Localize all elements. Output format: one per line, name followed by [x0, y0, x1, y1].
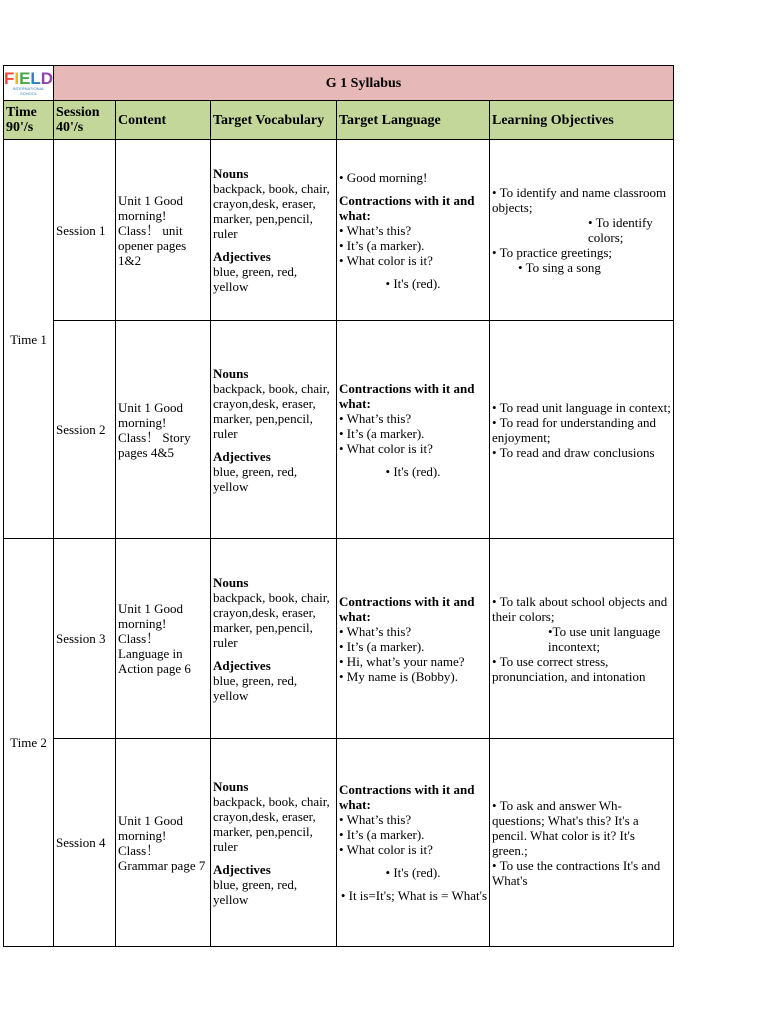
language-extra: • It's (red). — [385, 275, 441, 291]
col-header-session: Session 40'/s — [54, 101, 116, 140]
adjectives-label: Adjectives — [213, 657, 271, 673]
logo-subtext: INTERNATIONAL SCHOOL — [12, 85, 45, 96]
language-item: • What’s this? — [339, 623, 412, 639]
session-cell: Session 2 — [54, 321, 116, 539]
objectives-cell — [490, 739, 674, 947]
language-item: • What color is it? — [339, 440, 433, 456]
logo-letter: E — [19, 68, 31, 88]
col-header-time: Time 90'/s — [4, 101, 54, 140]
language-item: • What’s this? — [339, 812, 412, 827]
session-cell: Session 4 — [54, 739, 116, 947]
objective-item: •To use unit language incontext; — [548, 623, 661, 654]
table-row — [4, 539, 674, 739]
adjectives-label: Adjectives — [213, 861, 271, 877]
language-cell — [337, 739, 490, 947]
language-item: • What’s this? — [339, 222, 412, 238]
language-heading: Contractions with it and what: — [339, 380, 475, 411]
language-cell — [337, 321, 490, 539]
objective-item: • To ask and answer Wh-questions; What's this? It's a pencil. What color is it? It's green.; — [492, 797, 639, 858]
logo-letter: I — [14, 68, 20, 88]
content-cell: Unit 1 Good morning! Class！ Language in Action page 6 — [116, 539, 211, 739]
language-extra: • It's (red). — [385, 463, 441, 479]
objective-item: • To identify colors; — [588, 215, 653, 245]
syllabus-table — [3, 65, 674, 947]
nouns-label: Nouns — [213, 365, 249, 381]
content-cell: Unit 1 Good morning! Class！ Grammar page 7 — [116, 739, 211, 947]
language-item: • What color is it? — [339, 252, 433, 268]
school-logo — [4, 66, 53, 100]
language-item: • It’s (a marker). — [339, 638, 425, 654]
logo-wordmark — [3, 68, 54, 88]
adjectives-list: blue, green, red, yellow — [213, 876, 298, 907]
logo-cell — [4, 66, 54, 101]
nouns-label: Nouns — [213, 166, 249, 181]
objectives-cell — [490, 321, 674, 539]
content-cell: Unit 1 Good morning! Class！ unit opener pages 1&2 — [116, 140, 211, 321]
vocab-cell — [211, 739, 337, 947]
vocab-cell — [211, 539, 337, 739]
language-heading: Contractions with it and what: — [339, 192, 475, 223]
session-cell: Session 1 — [54, 140, 116, 321]
table-row — [4, 140, 674, 321]
objective-item: • To sing a song — [518, 260, 601, 275]
objectives-cell — [490, 539, 674, 739]
adjectives-label: Adjectives — [213, 249, 271, 264]
objective-item: • To read unit language in context; — [492, 399, 671, 415]
language-item: • It’s (a marker). — [339, 827, 425, 842]
logo-letter: F — [3, 68, 15, 88]
col-header-objectives: Learning Objectives — [490, 101, 674, 140]
language-extra: • It's (red). — [385, 865, 441, 880]
language-item: • It’s (a marker). — [339, 425, 425, 441]
adjectives-list: blue, green, red, yellow — [213, 672, 298, 703]
objectives-cell — [490, 140, 674, 321]
col-header-vocabulary: Target Vocabulary — [211, 101, 337, 140]
nouns-list: backpack, book, chair, crayon,desk, eraser, marker, pen,pencil, ruler — [213, 793, 330, 854]
objective-item: • To talk about school objects and their colors; — [492, 593, 668, 624]
logo-letter: L — [30, 68, 41, 88]
nouns-label: Nouns — [213, 778, 249, 794]
time-cell: Time 1 — [4, 140, 54, 539]
objective-item: • To use the contractions It's and What's — [492, 857, 661, 888]
language-item: • Hi, what’s your name? — [339, 653, 465, 669]
language-extra: • It is=It's; What is = What's — [340, 888, 487, 903]
content-cell: Unit 1 Good morning! Class！ Story pages 4&5 — [116, 321, 211, 539]
language-item: • What’s this? — [339, 410, 412, 426]
adjectives-list: blue, green, red, yellow — [213, 264, 298, 294]
nouns-list: backpack, book, chair, crayon,desk, eraser, marker, pen,pencil, ruler — [213, 380, 330, 441]
vocab-cell — [211, 140, 337, 321]
language-item: • What color is it? — [339, 842, 433, 857]
objective-item: • To practice greetings; — [492, 245, 612, 260]
adjectives-label: Adjectives — [213, 448, 271, 464]
language-cell — [337, 539, 490, 739]
nouns-list: backpack, book, chair, crayon,desk, eraser, marker, pen,pencil, ruler — [213, 589, 330, 650]
language-heading: Contractions with it and what: — [339, 782, 475, 812]
objective-item: • To read for understanding and enjoyment; — [492, 414, 657, 445]
header-row — [4, 101, 674, 140]
session-cell: Session 3 — [54, 539, 116, 739]
title-row — [4, 66, 674, 101]
adjectives-list: blue, green, red, yellow — [213, 463, 298, 494]
objective-item: • To use correct stress, pronunciation, and intonation — [492, 653, 646, 684]
table-row — [4, 321, 674, 539]
nouns-label: Nouns — [213, 574, 249, 590]
logo-letter: D — [40, 68, 54, 88]
nouns-list: backpack, book, chair, crayon,desk, eraser, marker, pen,pencil, ruler — [213, 181, 330, 241]
col-header-content: Content — [116, 101, 211, 140]
language-item: • It’s (a marker). — [339, 237, 425, 253]
table-row — [4, 739, 674, 947]
language-heading: Contractions with it and what: — [339, 593, 475, 624]
objective-item: • To identify and name classroom objects; — [492, 185, 667, 215]
page-title: G 1 Syllabus — [54, 66, 674, 101]
objective-item: • To read and draw conclusions — [492, 444, 655, 460]
time-cell: Time 2 — [4, 539, 54, 947]
col-header-language: Target Language — [337, 101, 490, 140]
vocab-cell — [211, 321, 337, 539]
language-item: • My name is (Bobby). — [339, 668, 459, 684]
language-cell — [337, 140, 490, 321]
language-intro: • Good morning! — [339, 169, 428, 185]
